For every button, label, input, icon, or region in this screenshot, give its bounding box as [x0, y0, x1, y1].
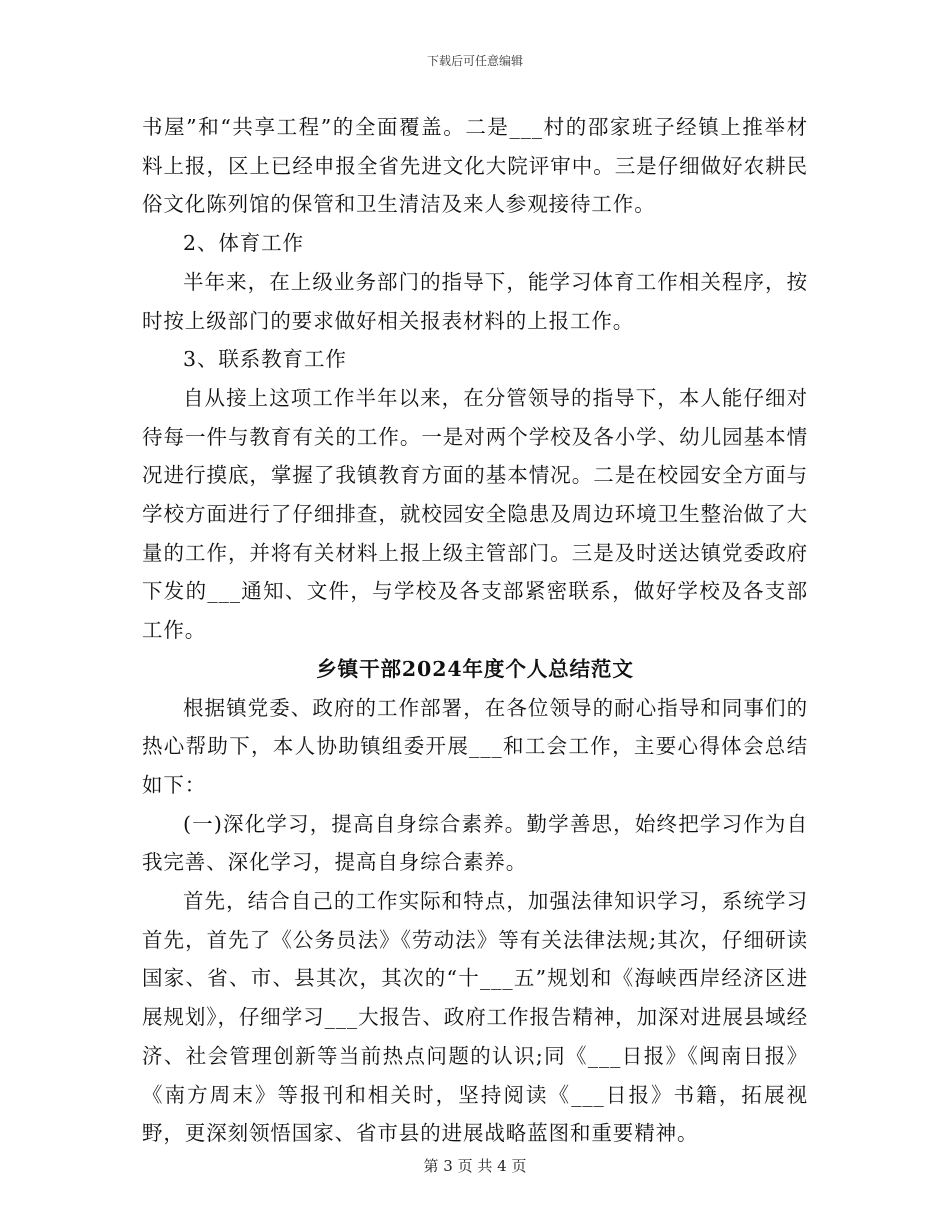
section-heading-sports: 2、体育工作: [183, 231, 304, 256]
paragraph-intro: 根据镇党委、政府的工作部署，在各位领导的耐心指导和同事们的热心帮助下，本人协助镇组委开展___和工会工作，主要心得体会总结如下：: [142, 695, 808, 797]
paragraph-sports: 半年来，在上级业务部门的指导下，能学习体育工作相关程序，按时按上级部门的要求做好相关报表材料的上报工作。: [142, 269, 808, 333]
section-heading-education: 3、联系教育工作: [183, 347, 347, 372]
document-title: 乡镇干部2024年度个人总结范文: [316, 656, 634, 681]
page-footer: 第 3 页 共 4 页: [423, 1157, 527, 1175]
paragraph-study-detail: 首先，结合自己的工作实际和特点，加强法律知识学习，系统学习首先，首先了《公务员法》《劳动法》等有关法律法规;其次，仔细研读国家、省、市、县其次，其次的“十___五”规划和《海峡西岸经济区进展规划》，仔细学习___大报告、政府工作报告精神，加深对进展县域经济、社会管理创新等当前热点问题的认识;同《___日报》《闽南日报》《南方周末》等报刊和相关时，坚持阅读《___日报》书籍，拓展视野，更深刻领悟国家、省市县的进展战略蓝图和重要精神。: [142, 889, 808, 1146]
paragraph-education: 自从接上这项工作半年以来，在分管领导的指导下，本人能仔细对待每一件与教育有关的工作。一是对两个学校及各小学、幼儿园基本情况进行摸底，掌握了我镇教育方面的基本情况。二是在校园安全方面与学校方面进行了仔细排查，就校园安全隐患及周边环境卫生整治做了大量的工作，并将有关材料上报上级主管部门。三是及时送达镇党委政府下发的___通知、文件，与学校及各支部紧密联系，做好学校及各支部工作。: [142, 385, 808, 643]
document-body: [142, 108, 808, 1153]
paragraph-study-heading: (一)深化学习，提高自身综合素养。勤学善思，始终把学习作为自我完善、深化学习，提高自身综合素养。: [142, 811, 808, 875]
paragraph-culture-continued: 书屋”和“共享工程”的全面覆盖。二是___村的邵家班子经镇上推举材料上报，区上已经申报全省先进文化大院评审中。三是仔细做好农耕民俗文化陈列馆的保管和卫生清洁及来人参观接待工作。: [142, 115, 808, 217]
page-header: 下载后可任意编辑: [426, 54, 523, 68]
